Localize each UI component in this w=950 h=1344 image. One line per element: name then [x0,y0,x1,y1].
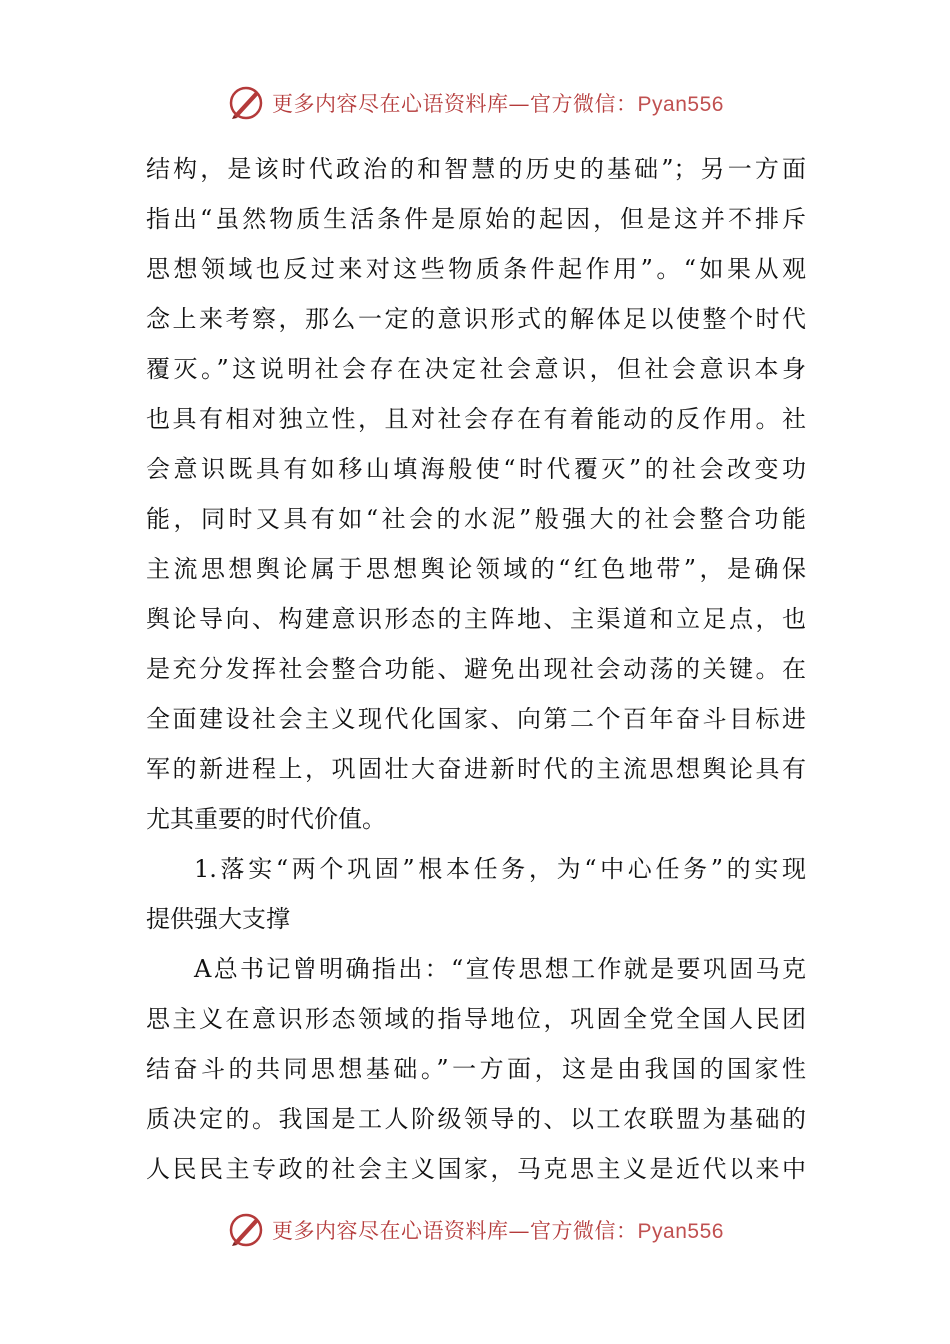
body-line: 质决定的。我国是工人阶级领导的、以工农联盟为基础的 [146,1105,806,1133]
footer-banner-text: 更多内容尽在心语资料库—官方微信：Pyan556 [272,1219,724,1243]
document-body [146,144,806,1194]
body-line: 军的新进程上，巩固壮大奋进新时代的主流思想舆论具有 [146,755,806,783]
body-line: 是充分发挥社会整合功能、避免出现社会动荡的关键。在 [146,655,806,683]
pen-logo-icon [226,83,266,123]
body-line: 思主义在意识形态领域的指导地位，巩固全党全国人民团 [146,1005,806,1033]
body-line: 结奋斗的共同思想基础。”一方面，这是由我国的国家性 [146,1055,806,1083]
body-line: 主流思想舆论属于思想舆论领域的“红色地带”，是确保 [146,555,806,583]
footer-banner [0,1210,950,1250]
body-line: 念上来考察，那么一定的意识形式的解体足以使整个时代 [146,305,806,333]
header-banner [0,83,950,123]
wechat-id: Pyan556 [637,93,724,116]
wechat-id: Pyan556 [637,1220,724,1243]
header-banner-text: 更多内容尽在心语资料库—官方微信：Pyan556 [272,92,724,116]
body-line: 能，同时又具有如“社会的水泥”般强大的社会整合功能 [146,505,806,533]
body-line: 覆灭。”这说明社会存在决定社会意识，但社会意识本身 [146,355,806,383]
body-line: 思想领域也反过来对这些物质条件起作用”。“如果从观 [146,255,806,283]
body-line: 全面建设社会主义现代化国家、向第二个百年奋斗目标进 [146,705,806,733]
body-line: 会意识既具有如移山填海般使“时代覆灭”的社会改变功 [146,455,806,483]
body-line: 结构，是该时代政治的和智慧的历史的基础”；另一方面 [146,155,806,183]
body-line: A总书记曾明确指出：“宣传思想工作就是要巩固马克 [194,955,806,983]
body-line: 尤其重要的时代价值。 [146,805,386,833]
section-heading-line: 提供强大支撑 [146,905,290,933]
section-heading-line: 1.落实“两个巩固”根本任务，为“中心任务”的实现 [194,855,806,883]
body-line: 人民民主专政的社会主义国家，马克思主义是近代以来中 [146,1155,806,1183]
body-line: 舆论导向、构建意识形态的主阵地、主渠道和立足点，也 [146,605,806,633]
pen-logo-icon [226,1210,266,1250]
body-line: 也具有相对独立性，且对社会存在有着能动的反作用。社 [146,405,806,433]
body-line: 指出“虽然物质生活条件是原始的起因，但是这并不排斥 [146,205,806,233]
